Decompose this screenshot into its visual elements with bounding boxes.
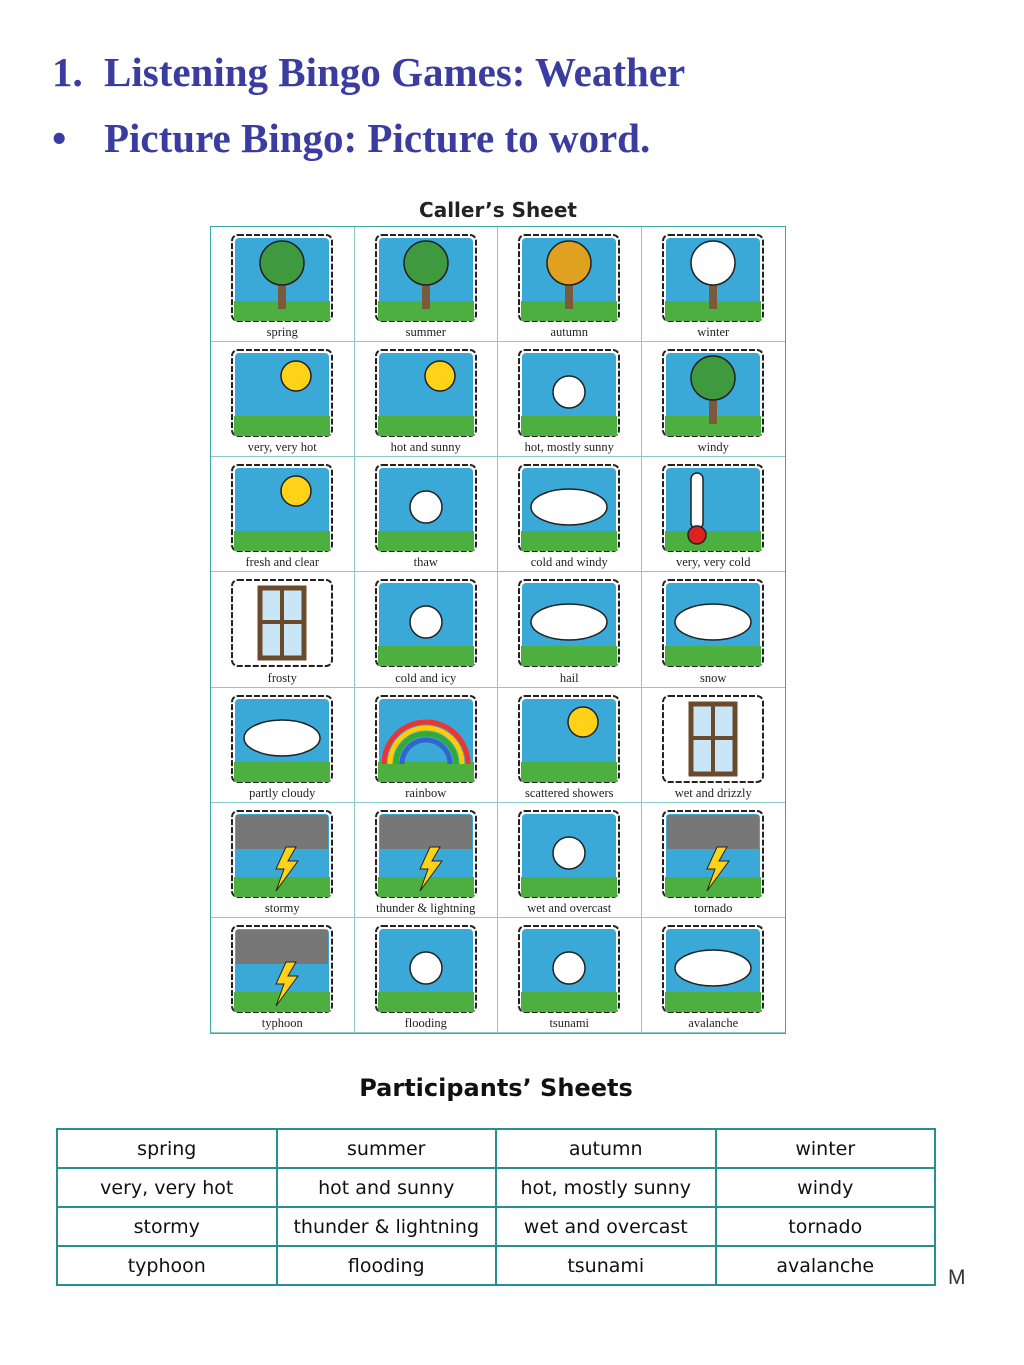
caller-sheet-title: Caller’s Sheet	[419, 198, 577, 222]
caller-cell-label: snow	[700, 670, 727, 685]
caller-cell	[211, 688, 355, 803]
table-cell: avalanche	[716, 1246, 936, 1285]
table-cell: flooding	[277, 1246, 497, 1285]
caller-cell-label: thaw	[413, 555, 438, 570]
cold-thermometer-icon	[657, 461, 769, 555]
caller-cell	[355, 918, 499, 1033]
caller-cell	[211, 918, 355, 1033]
caller-cell-label: very, very hot	[247, 440, 317, 455]
table-cell: autumn	[496, 1129, 716, 1168]
caller-cell	[355, 457, 499, 572]
frosty-window-icon	[226, 576, 338, 670]
table-cell: typhoon	[57, 1246, 277, 1285]
heading-line-1	[52, 48, 685, 96]
blowing-cloud-icon	[513, 461, 625, 555]
caller-cell	[498, 688, 642, 803]
caller-cell-label: hot and sunny	[390, 440, 461, 455]
list-number: 1.	[52, 49, 83, 95]
caller-cell-label: wet and drizzly	[674, 785, 752, 800]
sandcastle-sun-icon	[370, 346, 482, 440]
table-cell: tornado	[716, 1207, 936, 1246]
hot-thermometer-sun-icon	[226, 346, 338, 440]
sun-umbrella-icon	[513, 692, 625, 786]
table-cell: hot, mostly sunny	[496, 1168, 716, 1207]
caller-cell	[355, 342, 499, 457]
caller-cell-label: typhoon	[261, 1016, 303, 1030]
caller-cell	[642, 688, 786, 803]
caller-cell	[355, 572, 499, 687]
rainbow-icon	[370, 692, 482, 786]
caller-cell	[355, 688, 499, 803]
caller-cell-label: tsunami	[549, 1016, 590, 1030]
storm-car-icon	[226, 807, 338, 901]
caller-cell	[211, 227, 355, 342]
caller-cell-label: avalanche	[688, 1016, 739, 1030]
caller-cell	[355, 227, 499, 342]
caller-cell-label: stormy	[264, 900, 300, 915]
caller-cell	[211, 342, 355, 457]
tree-summer-icon	[370, 231, 482, 325]
participants-sheet-title: Participants’ Sheets	[359, 1074, 633, 1102]
table-cell: stormy	[57, 1207, 277, 1246]
rainy-window-icon	[657, 692, 769, 786]
caller-cell-label: fresh and clear	[245, 555, 320, 570]
caller-cell	[642, 803, 786, 918]
beach-umbrella-icon	[513, 346, 625, 440]
caller-cell-label: thunder & lightning	[376, 900, 476, 915]
table-cell: summer	[277, 1129, 497, 1168]
table-cell: spring	[57, 1129, 277, 1168]
caller-cell-label: spring	[266, 325, 298, 340]
table-cell: winter	[716, 1129, 936, 1168]
caller-cell	[642, 918, 786, 1033]
caller-cell	[211, 457, 355, 572]
caller-cell-label: summer	[405, 325, 446, 340]
cloud-icon	[226, 692, 338, 786]
caller-cell-label: hot, mostly sunny	[524, 440, 614, 455]
tree-winter-icon	[657, 231, 769, 325]
caller-cell	[498, 803, 642, 918]
table-cell: very, very hot	[57, 1168, 277, 1207]
caller-cell	[498, 918, 642, 1033]
caller-cell-label: winter	[697, 325, 730, 340]
tornado-house-icon	[657, 807, 769, 901]
typhoon-waves-icon	[226, 922, 338, 1016]
flower-sun-icon	[226, 461, 338, 555]
caller-cell-label: wet and overcast	[527, 900, 612, 915]
avalanche-icon	[657, 922, 769, 1016]
table-cell: windy	[716, 1168, 936, 1207]
page-title: Listening Bingo Games: Weather	[104, 49, 686, 95]
caller-cell-label: flooding	[404, 1016, 447, 1030]
table-cell: hot and sunny	[277, 1168, 497, 1207]
bullet: •	[52, 115, 67, 161]
caller-cell	[642, 342, 786, 457]
caller-cell-label: frosty	[267, 670, 297, 685]
table-row	[57, 1207, 935, 1246]
caller-cell-label: cold and icy	[395, 670, 457, 685]
caller-cell	[211, 803, 355, 918]
windy-tree-icon	[657, 346, 769, 440]
table-row	[57, 1168, 935, 1207]
melting-snowman-icon	[370, 461, 482, 555]
snow-shovel-icon	[370, 576, 482, 670]
puddle-rain-icon	[513, 807, 625, 901]
caller-sheet-grid	[210, 226, 786, 1034]
snow-cloud-icon	[657, 576, 769, 670]
table-row	[57, 1246, 935, 1285]
tree-spring-icon	[226, 231, 338, 325]
tree-autumn-icon	[513, 231, 625, 325]
caller-cell	[211, 572, 355, 687]
caller-cell	[642, 227, 786, 342]
caller-cell	[498, 342, 642, 457]
palm-tree-wave-icon	[513, 922, 625, 1016]
caller-cell-label: hail	[559, 670, 579, 685]
table-cell: thunder & lightning	[277, 1207, 497, 1246]
caller-cell-label: very, very cold	[675, 555, 751, 570]
page-subtitle: Picture Bingo: Picture to word.	[104, 115, 651, 161]
caller-cell	[642, 457, 786, 572]
caller-cell-label: rainbow	[405, 785, 447, 800]
corner-mark: M	[948, 1266, 966, 1289]
caller-cell	[642, 572, 786, 687]
caller-cell	[498, 227, 642, 342]
hail-cloud-icon	[513, 576, 625, 670]
caller-cell-label: cold and windy	[530, 555, 608, 570]
caller-cell-label: windy	[697, 440, 729, 455]
lightning-icon	[370, 807, 482, 901]
caller-cell	[498, 572, 642, 687]
table-cell: tsunami	[496, 1246, 716, 1285]
table-cell: wet and overcast	[496, 1207, 716, 1246]
caller-cell-label: scattered showers	[524, 785, 614, 800]
caller-cell-label: partly cloudy	[249, 785, 316, 800]
participants-sheet-table	[56, 1128, 936, 1286]
table-row	[57, 1129, 935, 1168]
caller-cell	[498, 457, 642, 572]
heading-line-2	[52, 114, 650, 162]
caller-cell	[355, 803, 499, 918]
flooded-house-icon	[370, 922, 482, 1016]
caller-cell-label: autumn	[550, 325, 588, 340]
caller-cell-label: tornado	[694, 900, 733, 915]
